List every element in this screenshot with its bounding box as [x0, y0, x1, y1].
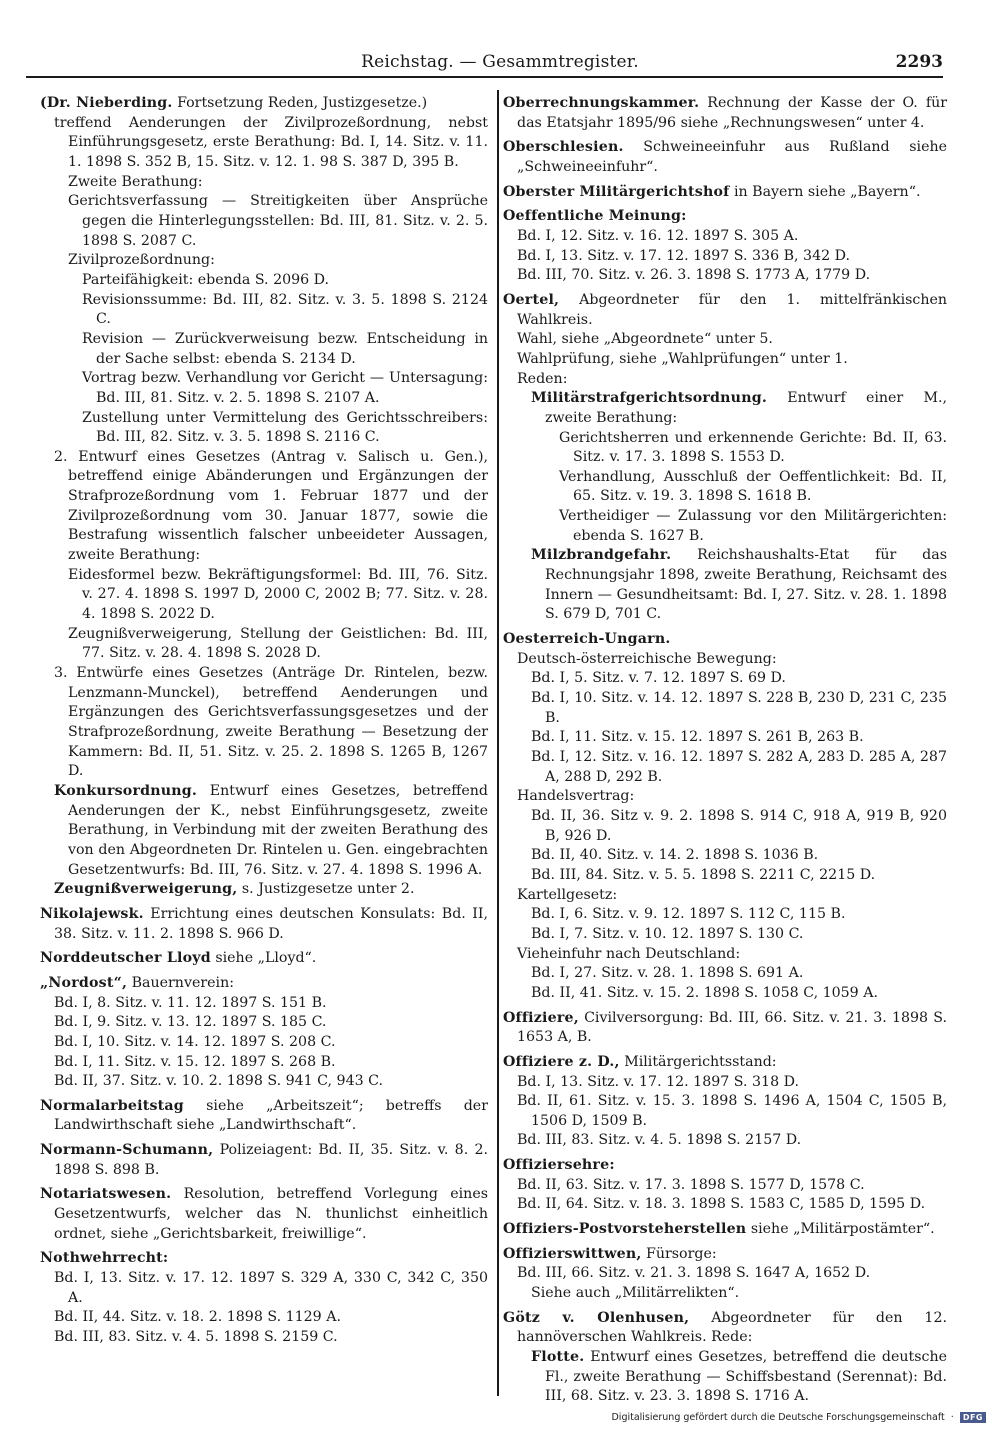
- index-entry: [40, 1249, 488, 1269]
- index-entry: [517, 1264, 947, 1284]
- entry-keyword: Offiziere,: [503, 1009, 579, 1026]
- entry-text: Abgeordneter für den 12. hannöverschen Wahlkreis. Rede:: [517, 1309, 947, 1346]
- entry-text: Zweite Berathung:: [68, 173, 203, 190]
- entry-text: in Bayern siehe „Bayern“.: [729, 183, 921, 200]
- index-entry: [531, 1284, 947, 1304]
- entry-keyword: Offiziere z. D.,: [503, 1053, 620, 1070]
- entry-text: Zustellung unter Vermittelung des Gerichtsschreibers: Bd. III, 82. Sitz. v. 3. 5. 1898 S. 2116 C.: [82, 409, 488, 446]
- entry-text: Deutsch-österreichische Bewegung:: [517, 650, 777, 667]
- entry-text: Reichshaushalts-Etat für das Rechnungsjahr 1898, zweite Berathung, Reichsamt des Innern — Gesundheitsamt: Bd. I, 27. Sitz. v. 28. 1. 1898 S. 679 D, 701 C.: [545, 547, 947, 623]
- index-entry: [503, 183, 947, 203]
- entry-text: Bd. II, 41. Sitz. v. 15. 2. 1898 S. 1058 C, 1059 A.: [531, 984, 878, 1001]
- entry-text: Bd. III, 83. Sitz. v. 4. 5. 1898 S. 2159 C.: [54, 1329, 338, 1346]
- entry-text: s. Justizgesetze unter 2.: [237, 881, 415, 898]
- index-entry: [531, 669, 947, 689]
- index-entry: [40, 1141, 488, 1180]
- index-entry: [54, 1328, 488, 1348]
- index-entry: [503, 94, 947, 133]
- entry-text: siehe „Militärpostämter“.: [746, 1221, 935, 1238]
- index-entry: [559, 507, 947, 546]
- entry-text: Zeugnißverweigerung, Stellung der Geistlichen: Bd. III, 77. Sitz. v. 28. 4. 1898 S. 2028 D.: [68, 625, 488, 662]
- index-entry: [503, 207, 947, 227]
- index-entry: [559, 429, 947, 468]
- index-entry: [40, 949, 488, 969]
- index-entry: [54, 1033, 488, 1053]
- entry-text: Vieheinfuhr nach Deutschland:: [517, 945, 741, 962]
- index-entry: [82, 330, 488, 369]
- index-entry: [517, 350, 947, 370]
- entry-keyword: Oberschlesien.: [503, 139, 624, 156]
- index-entry: [68, 173, 488, 193]
- index-entry: [82, 291, 488, 330]
- entry-text: Bd. I, 8. Sitz. v. 11. 12. 1897 S. 151 B.: [54, 994, 327, 1011]
- index-entry: [503, 291, 947, 330]
- column-divider: [497, 90, 499, 1396]
- page-header: [0, 50, 1000, 78]
- index-entry: [40, 974, 488, 994]
- dfg-logo: DFG: [960, 1412, 986, 1423]
- index-entry: [54, 994, 488, 1014]
- entry-text: Wahlprüfung, siehe „Wahlprüfungen“ unter 1.: [517, 350, 848, 367]
- index-entry: [68, 251, 488, 271]
- index-entry: [517, 1131, 947, 1151]
- footer: [611, 1412, 986, 1423]
- index-entry: [503, 1309, 947, 1348]
- left-column: [40, 94, 488, 1390]
- entry-text: Fürsorge:: [641, 1245, 717, 1262]
- entry-text: Siehe auch „Militärrelikten“.: [531, 1285, 740, 1302]
- index-entry: [68, 625, 488, 664]
- entry-keyword: Oeffentliche Meinung:: [503, 208, 687, 225]
- index-entry: [68, 192, 488, 251]
- entry-text: Entwurf eines Gesetzes, betreffend Aenderungen der K., nebst Einführungsgesetz, zweite Berathung, in Verbindung mit der zweiten Berathung des von den Abgeordneten Dr. Rintelen u. Gen. eingebrachten Gesetzentwurfs: Bd. III, 76. Sitz. v. 27. 4. 1898 S. 1996 A.: [68, 782, 488, 878]
- entry-keyword: Norddeutscher Lloyd: [40, 950, 211, 967]
- index-entry: [531, 846, 947, 866]
- footer-dash: ·: [950, 1412, 954, 1423]
- entry-keyword: Oertel,: [503, 291, 560, 308]
- index-entry: [503, 1053, 947, 1073]
- entry-keyword: Notariatswesen.: [40, 1186, 172, 1203]
- entry-text: Revisionssumme: Bd. III, 82. Sitz. v. 3. 5. 1898 S. 2124 C.: [82, 291, 488, 328]
- running-title: Reichstag. — Gesammtregister.: [361, 52, 639, 72]
- index-entry: [531, 984, 947, 1004]
- index-entry: [531, 925, 947, 945]
- index-entry: [40, 905, 488, 944]
- entry-keyword: „Nordost“,: [40, 974, 128, 991]
- entry-text: Bd. II, 64. Sitz. v. 18. 3. 1898 S. 1583 C, 1585 D, 1595 D.: [517, 1196, 926, 1213]
- index-entry: [68, 566, 488, 625]
- index-entry: [40, 1185, 488, 1244]
- index-entry: [517, 650, 947, 670]
- index-entry: [531, 964, 947, 984]
- entry-keyword: Flotte.: [531, 1349, 585, 1366]
- entry-text: Bd. II, 63. Sitz. v. 17. 3. 1898 S. 1577 D, 1578 C.: [517, 1176, 865, 1193]
- index-entry: [517, 787, 947, 807]
- header-rule: [26, 76, 943, 78]
- entry-text: Bd. I, 5. Sitz. v. 7. 12. 1897 S. 69 D.: [531, 670, 786, 687]
- entry-text: Fortsetzung Reden, Justizgesetze.): [172, 95, 428, 111]
- index-entry: [40, 94, 488, 114]
- index-entry: [517, 370, 947, 390]
- entry-text: Bd. I, 27. Sitz. v. 28. 1. 1898 S. 691 A.: [531, 965, 804, 982]
- index-entry: [531, 1348, 947, 1407]
- entry-text: Bd. I, 11. Sitz. v. 15. 12. 1897 S. 268 B.: [54, 1053, 336, 1070]
- entry-text: Vertheidiger — Zulassung vor den Militärgerichten: ebenda S. 1627 B.: [559, 508, 947, 544]
- index-entry: [54, 1269, 488, 1308]
- index-entry: [54, 664, 488, 782]
- entry-text: Entwurf eines Gesetzes, betreffend die deutsche Fl., zweite Berathung — Schiffsbestand (Serennat): Bd. III, 68. Sitz. v. 23. 3. 1898 S. 1716 A.: [545, 1349, 947, 1405]
- index-entry: [559, 468, 947, 507]
- index-entry: [531, 728, 947, 748]
- entry-keyword: Milzbrandgefahr.: [531, 547, 672, 564]
- entry-text: Zivilprozeßordnung:: [68, 252, 215, 269]
- entry-text: Eidesformel bezw. Bekräftigungsformel: Bd. III, 76. Sitz. v. 27. 4. 1898 S. 1997 D, 2000 C, 2002 B; 77. Sitz. v. 28. 4. 1898 S. 2022 D.: [68, 566, 488, 623]
- index-entry: [54, 448, 488, 566]
- entry-text: Bd. II, 61. Sitz. v. 15. 3. 1898 S. 1496 A, 1504 C, 1505 B, 1506 D, 1509 B.: [517, 1093, 947, 1129]
- entry-keyword: (Dr. Nieberding.: [40, 95, 173, 111]
- index-entry: [517, 266, 947, 286]
- index-entry: [503, 1009, 947, 1048]
- entry-keyword: Konkursordnung.: [54, 782, 198, 799]
- entry-keyword: Oberster Militärgerichtshof: [503, 183, 730, 200]
- index-entry: [531, 748, 947, 787]
- entry-text: siehe „Arbeitszeit“; betreffs der Landwirthschaft siehe „Landwirthschaft“.: [54, 1097, 488, 1134]
- entry-text: Revision — Zurückverweisung bezw. Entscheidung in der Sache selbst: ebenda S. 2134 D.: [82, 330, 488, 367]
- index-entry: [517, 1195, 947, 1215]
- index-entry: [54, 1072, 488, 1092]
- entry-text: Bd. II, 44. Sitz. v. 18. 2. 1898 S. 1129 A.: [54, 1309, 341, 1326]
- index-entry: [503, 1245, 947, 1265]
- index-entry: [82, 369, 488, 408]
- entry-keyword: Oesterreich-Ungarn.: [503, 631, 671, 648]
- entry-text: 3. Entwürfe eines Gesetzes (Anträge Dr. Rintelen, bezw. Lenzmann-Munckel), betreffend Aenderungen und Ergänzungen des Gerichtsverfassungsgesetzes und der Strafprozeßordnung, zweite Berathung — Besetzung der Kammern: Bd. II, 51. Sitz. v. 25. 2. 1898 S. 1265 B, 1267 D.: [54, 665, 488, 780]
- index-entry: [54, 1053, 488, 1073]
- index-entry: [54, 1308, 488, 1328]
- entry-text: Gerichtsherren und erkennende Gerichte: Bd. II, 63. Sitz. v. 17. 3. 1898 S. 1553 D.: [559, 429, 947, 466]
- entry-text: Bd. I, 9. Sitz. v. 13. 12. 1897 S. 185 C.: [54, 1014, 327, 1031]
- entry-text: Bd. I, 11. Sitz. v. 15. 12. 1897 S. 261 B, 263 B.: [531, 729, 864, 746]
- entry-text: Abgeordneter für den 1. mittelfränkischen Wahlkreis.: [517, 291, 947, 328]
- index-entry: [54, 1013, 488, 1033]
- entry-text: Bd. III, 84. Sitz. v. 5. 5. 1898 S. 2211 C, 2215 D.: [531, 866, 876, 883]
- entry-text: Bd. I, 10. Sitz. v. 14. 12. 1897 S. 228 B, 230 D, 231 C, 235 B.: [531, 690, 947, 726]
- entry-text: Bd. I, 10. Sitz. v. 14. 12. 1897 S. 208 C.: [54, 1033, 336, 1050]
- entry-text: Kartellgesetz:: [517, 886, 618, 903]
- entry-text: siehe „Lloyd“.: [210, 950, 317, 967]
- entry-text: Resolution, betreffend Vorlegung eines Gesetzentwurfs, welcher das N. thunlichst einheitlich ordnet, siehe „Gerichtsbarkeit, freiwillige“.: [54, 1186, 488, 1242]
- entry-text: Bd. I, 12. Sitz. v. 16. 12. 1897 S. 282 A, 283 D. 285 A, 287 A, 288 D, 292 B.: [531, 749, 947, 785]
- entry-text: Verhandlung, Ausschluß der Oeffentlichkeit: Bd. II, 65. Sitz. v. 19. 3. 1898 S. 1618 B.: [559, 468, 947, 505]
- index-entry: [503, 1220, 947, 1240]
- right-column: [503, 94, 947, 1405]
- index-entry: [82, 409, 488, 448]
- entry-text: Bd. I, 7. Sitz. v. 10. 12. 1897 S. 130 C.: [531, 925, 804, 942]
- entry-text: Bd. III, 70. Sitz. v. 26. 3. 1898 S. 1773 A, 1779 D.: [517, 267, 871, 284]
- entry-keyword: Zeugnißverweigerung,: [54, 881, 238, 898]
- entry-keyword: Oberrechnungskammer.: [503, 95, 700, 111]
- index-entry: [531, 866, 947, 886]
- index-entry: [517, 227, 947, 247]
- index-entry: [40, 1097, 488, 1136]
- index-entry: [517, 886, 947, 906]
- entry-text: Reden:: [517, 370, 568, 387]
- entry-text: 2. Entwurf eines Gesetzes (Antrag v. Salisch u. Gen.), betreffend einige Abänderungen und Ergänzungen der Strafprozeßordnung vom 1. Februar 1877 und der Zivilprozeßordnung vom 30. Januar 1877, sowie die Bestrafung wissentlich falscher unbeeideter Aussagen, zweite Berathung:: [54, 448, 488, 564]
- index-entry: [531, 807, 947, 846]
- entry-text: Bd. I, 13. Sitz. v. 17. 12. 1897 S. 329 A, 330 C, 342 C, 350 A.: [54, 1270, 488, 1306]
- index-entry: [517, 1176, 947, 1196]
- index-entry: [517, 1092, 947, 1131]
- entry-text: Bd. I, 13. Sitz. v. 17. 12. 1897 S. 318 D.: [517, 1073, 799, 1090]
- index-entry: [517, 1073, 947, 1093]
- index-entry: [531, 905, 947, 925]
- footer-text: Digitalisierung gefördert durch die Deutsche Forschungsgemeinschaft: [611, 1412, 945, 1423]
- entry-text: Bd. II, 36. Sitz v. 9. 2. 1898 S. 914 C, 918 A, 919 B, 920 B, 926 D.: [531, 807, 947, 844]
- entry-text: Polizeiagent: Bd. II, 35. Sitz. v. 8. 2. 1898 S. 898 B.: [54, 1142, 488, 1178]
- index-entry: [54, 880, 488, 900]
- index-entry: [503, 138, 947, 177]
- index-entry: [54, 782, 488, 880]
- entry-keyword: Offiziersehre:: [503, 1157, 615, 1174]
- entry-keyword: Normann-Schumann,: [40, 1142, 214, 1159]
- entry-text: Bd. II, 37. Sitz. v. 10. 2. 1898 S. 941 C, 943 C.: [54, 1073, 384, 1090]
- index-entry: [503, 1156, 947, 1176]
- entry-text: Vortrag bezw. Verhandlung vor Gericht — Untersagung: Bd. III, 81. Sitz. v. 2. 5. 1898 S. 2107 A.: [82, 370, 488, 406]
- index-entry: [531, 689, 947, 728]
- entry-text: Parteifähigkeit: ebenda S. 2096 D.: [82, 271, 330, 288]
- index-entry: [531, 546, 947, 625]
- entry-keyword: Militärstrafgerichtsordnung.: [531, 390, 767, 407]
- entry-text: Rechnung der Kasse der O. für das Etatsjahr 1895/96 siehe „Rechnungswesen“ unter 4.: [517, 95, 947, 131]
- entry-keyword: Nothwehrrecht:: [40, 1250, 169, 1267]
- entry-text: Militärgerichtsstand:: [619, 1053, 777, 1070]
- entry-text: Gerichtsverfassung — Streitigkeiten über Ansprüche gegen die Hinterlegungsstellen: Bd. III, 81. Sitz. v. 2. 5. 1898 S. 2087 C.: [68, 193, 488, 249]
- entry-text: Bd. I, 13. Sitz. v. 17. 12. 1897 S. 336 B, 342 D.: [517, 247, 851, 264]
- entry-keyword: Normalarbeitstag: [40, 1097, 184, 1114]
- index-entry: [517, 945, 947, 965]
- entry-keyword: Nikolajewsk.: [40, 905, 144, 922]
- index-entry: [82, 271, 488, 291]
- entry-text: Bd. II, 40. Sitz. v. 14. 2. 1898 S. 1036 B.: [531, 847, 819, 864]
- index-entry: [531, 389, 947, 428]
- entry-text: Bauernverein:: [127, 974, 234, 991]
- entry-text: Errichtung eines deutschen Konsulats: Bd. II, 38. Sitz. v. 11. 2. 1898 S. 966 D.: [54, 905, 488, 942]
- index-entry: [517, 247, 947, 267]
- entry-keyword: Offiziers-Postvorsteherstellen: [503, 1221, 747, 1238]
- index-entry: [503, 630, 947, 650]
- entry-keyword: Offizierswittwen,: [503, 1245, 642, 1262]
- index-entry: [54, 114, 488, 173]
- entry-text: Handelsvertrag:: [517, 788, 635, 805]
- entry-text: Bd. I, 12. Sitz. v. 16. 12. 1897 S. 305 A.: [517, 227, 799, 244]
- entry-text: Bd. III, 83. Sitz. v. 4. 5. 1898 S. 2157 D.: [517, 1132, 802, 1149]
- index-entry: [517, 330, 947, 350]
- entry-text: Bd. I, 6. Sitz. v. 9. 12. 1897 S. 112 C, 115 B.: [531, 906, 846, 923]
- page-number: 2293: [895, 52, 943, 72]
- entry-text: Wahl, siehe „Abgeordnete“ unter 5.: [517, 331, 773, 348]
- entry-text: Schweineeinfuhr aus Rußland siehe „Schweineeinfuhr“.: [517, 139, 947, 175]
- entry-text: Bd. III, 66. Sitz. v. 21. 3. 1898 S. 1647 A, 1652 D.: [517, 1265, 871, 1282]
- entry-text: treffend Aenderungen der Zivilprozeßordnung, nebst Einführungsgesetz, erste Berathung: Bd. I, 14. Sitz. v. 11. 1. 1898 S. 352 B, 15. Sitz. v. 12. 1. 98 S. 387 D, 395 B.: [54, 114, 488, 170]
- entry-text: Entwurf einer M., zweite Berathung:: [545, 390, 947, 426]
- entry-keyword: Götz v. Olenhusen,: [503, 1309, 690, 1326]
- entry-text: Civilversorgung: Bd. III, 66. Sitz. v. 21. 3. 1898 S. 1653 A, B.: [517, 1009, 947, 1046]
